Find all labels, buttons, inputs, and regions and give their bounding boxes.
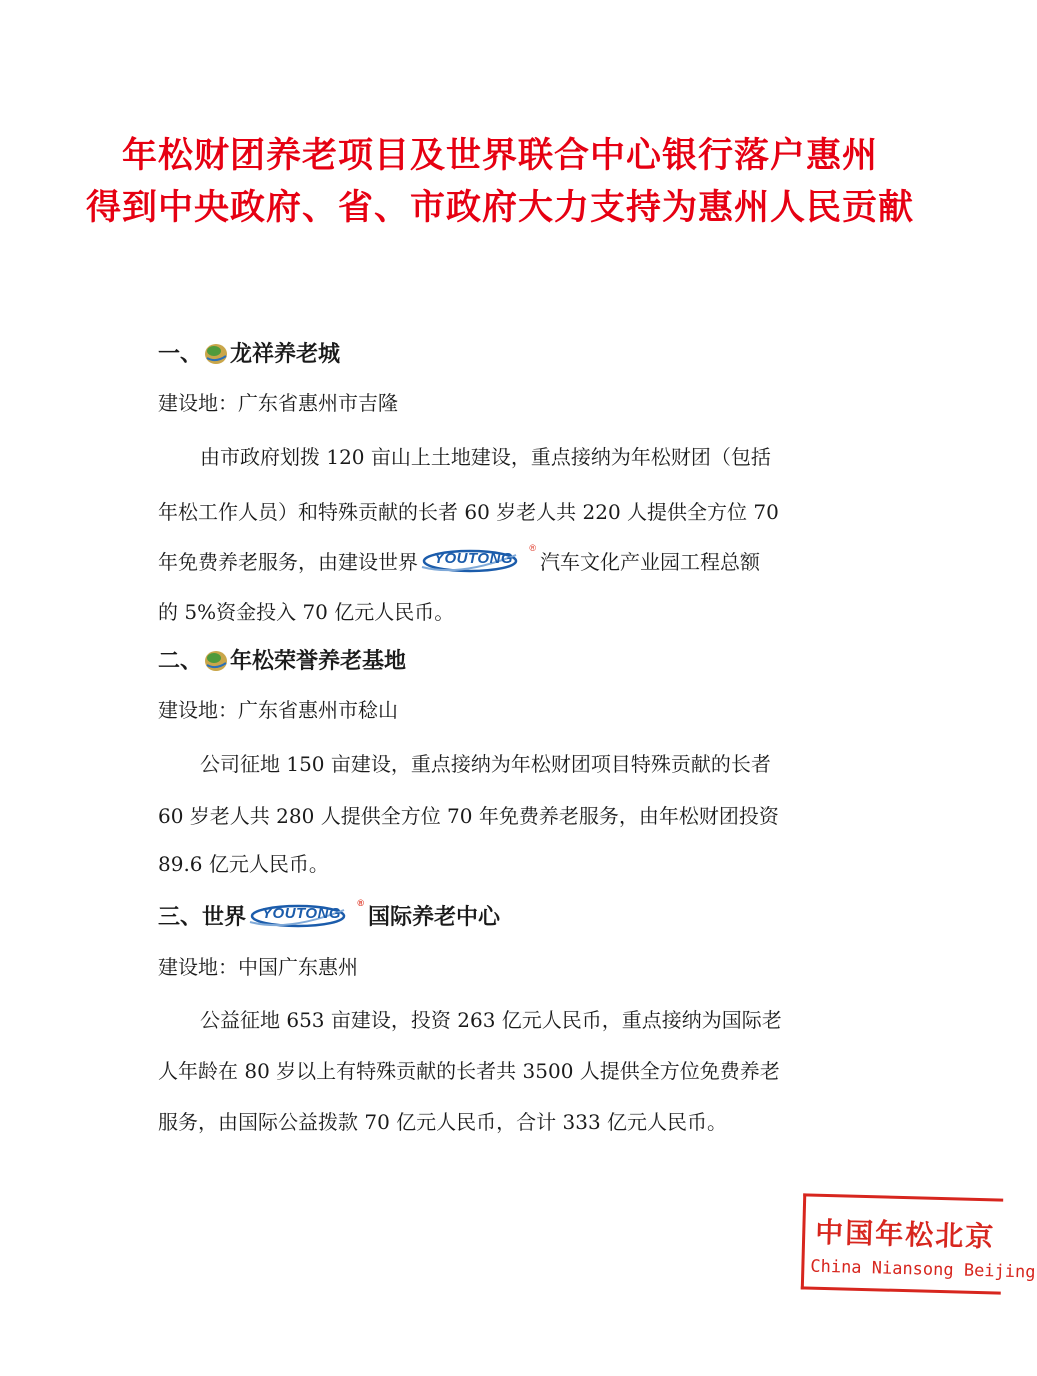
title-line-2: 得到中央政府、省、市政府大力支持为惠州人民贡献 — [85, 187, 914, 228]
section-1-paragraph-line: 年松工作人员）和特殊贡献的长者 60 岁老人共 220 人提供全方位 70 — [158, 500, 779, 524]
stamp-english-text: China Niansong Beijing — [810, 1256, 1036, 1283]
section-2-location: 建设地：广东省惠州市稔山 — [158, 698, 398, 722]
section-3-paragraph-line: 公益征地 653 亩建设，投资 263 亿元人民币，重点接纳为国际老 — [200, 1008, 782, 1032]
section-3-title-part-1: 世界 — [202, 904, 247, 930]
section-1-text-after-logo: 汽车文化产业园工程总额 — [540, 550, 760, 574]
section-3-number: 三、 — [158, 904, 203, 930]
stamp-chinese-text: 中国年松北京 — [814, 1215, 996, 1254]
section-3-paragraph-line: 服务，由国际公益拨款 70 亿元人民币，合计 333 亿元人民币。 — [158, 1110, 728, 1134]
section-1-title: 龙祥养老城 — [230, 341, 341, 367]
youtong-logo-text: YOUTONG — [262, 904, 342, 922]
section-3-heading — [158, 897, 501, 931]
title-line-1: 年松财团养老项目及世界联合中心银行落户惠州 — [121, 135, 878, 176]
section-1-location: 建设地：广东省惠州市吉隆 — [158, 391, 398, 415]
section-3-title-part-2: 国际养老中心 — [368, 904, 501, 930]
section-1-paragraph-line-with-logo — [158, 542, 760, 575]
registered-mark: ® — [529, 542, 536, 553]
section-2-heading — [158, 644, 406, 675]
section-1-number: 一、 — [158, 341, 203, 367]
youtong-logo — [248, 897, 366, 930]
section-1-paragraph-line: 由市政府划拨 120 亩山上土地建设，重点接纳为年松财团（包括 — [200, 445, 771, 469]
registered-mark: ® — [357, 897, 365, 908]
section-2-number: 二、 — [158, 648, 203, 674]
section-2-paragraph-line: 公司征地 150 亩建设，重点接纳为年松财团项目特殊贡献的长者 — [200, 752, 771, 776]
section-1-text-before-logo: 年免费养老服务，由建设世界 — [158, 550, 418, 574]
globe-logo-icon — [203, 648, 229, 672]
section-2-paragraph-line: 89.6 亿元人民币。 — [158, 852, 329, 876]
globe-logo-icon — [203, 341, 229, 365]
company-seal-stamp — [801, 1193, 1036, 1294]
section-1-paragraph-line: 的 5%资金投入 70 亿元人民币。 — [158, 600, 455, 624]
youtong-logo — [420, 542, 538, 575]
section-3-paragraph-line: 人年龄在 80 岁以上有特殊贡献的长者共 3500 人提供全方位免费养老 — [158, 1059, 780, 1083]
section-1-heading — [158, 337, 340, 368]
section-3-location: 建设地：中国广东惠州 — [158, 955, 358, 979]
youtong-logo-text: YOUTONG — [434, 549, 514, 567]
section-2-paragraph-line: 60 岁老人共 280 人提供全方位 70 年免费养老服务，由年松财团投资 — [158, 804, 779, 828]
section-2-title: 年松荣誉养老基地 — [230, 648, 407, 674]
